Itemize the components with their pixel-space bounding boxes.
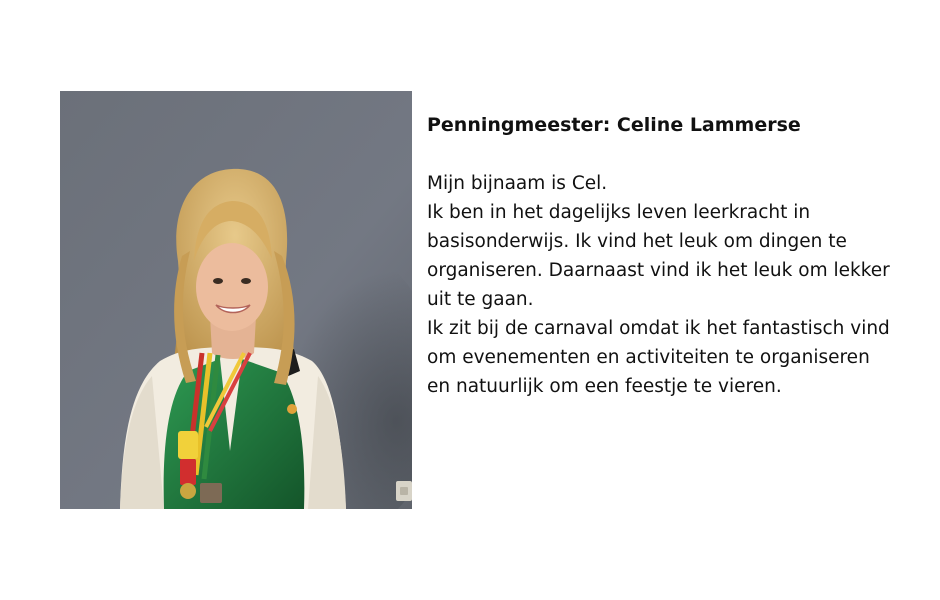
bio-paragraph: Ik ben in het dagelijks leven leerkracht in basisonderwijs. Ik vind het leuk om dingen te organiseren. Daarnaast vind ik het leuk om lekker uit te gaan. — [427, 202, 890, 310]
profile-title: Penningmeester: Celine Lammerse — [427, 114, 801, 136]
profile-photo — [60, 91, 412, 509]
profile-bio — [427, 111, 897, 401]
bio-paragraph: Ik zit bij de carnaval omdat ik het fantastisch vind om evenementen en activiteiten te organiseren en natuurlijk om een feestje te vieren. — [427, 318, 890, 397]
profile-description — [427, 169, 897, 401]
bio-paragraph: Mijn bijnaam is Cel. — [427, 173, 608, 194]
